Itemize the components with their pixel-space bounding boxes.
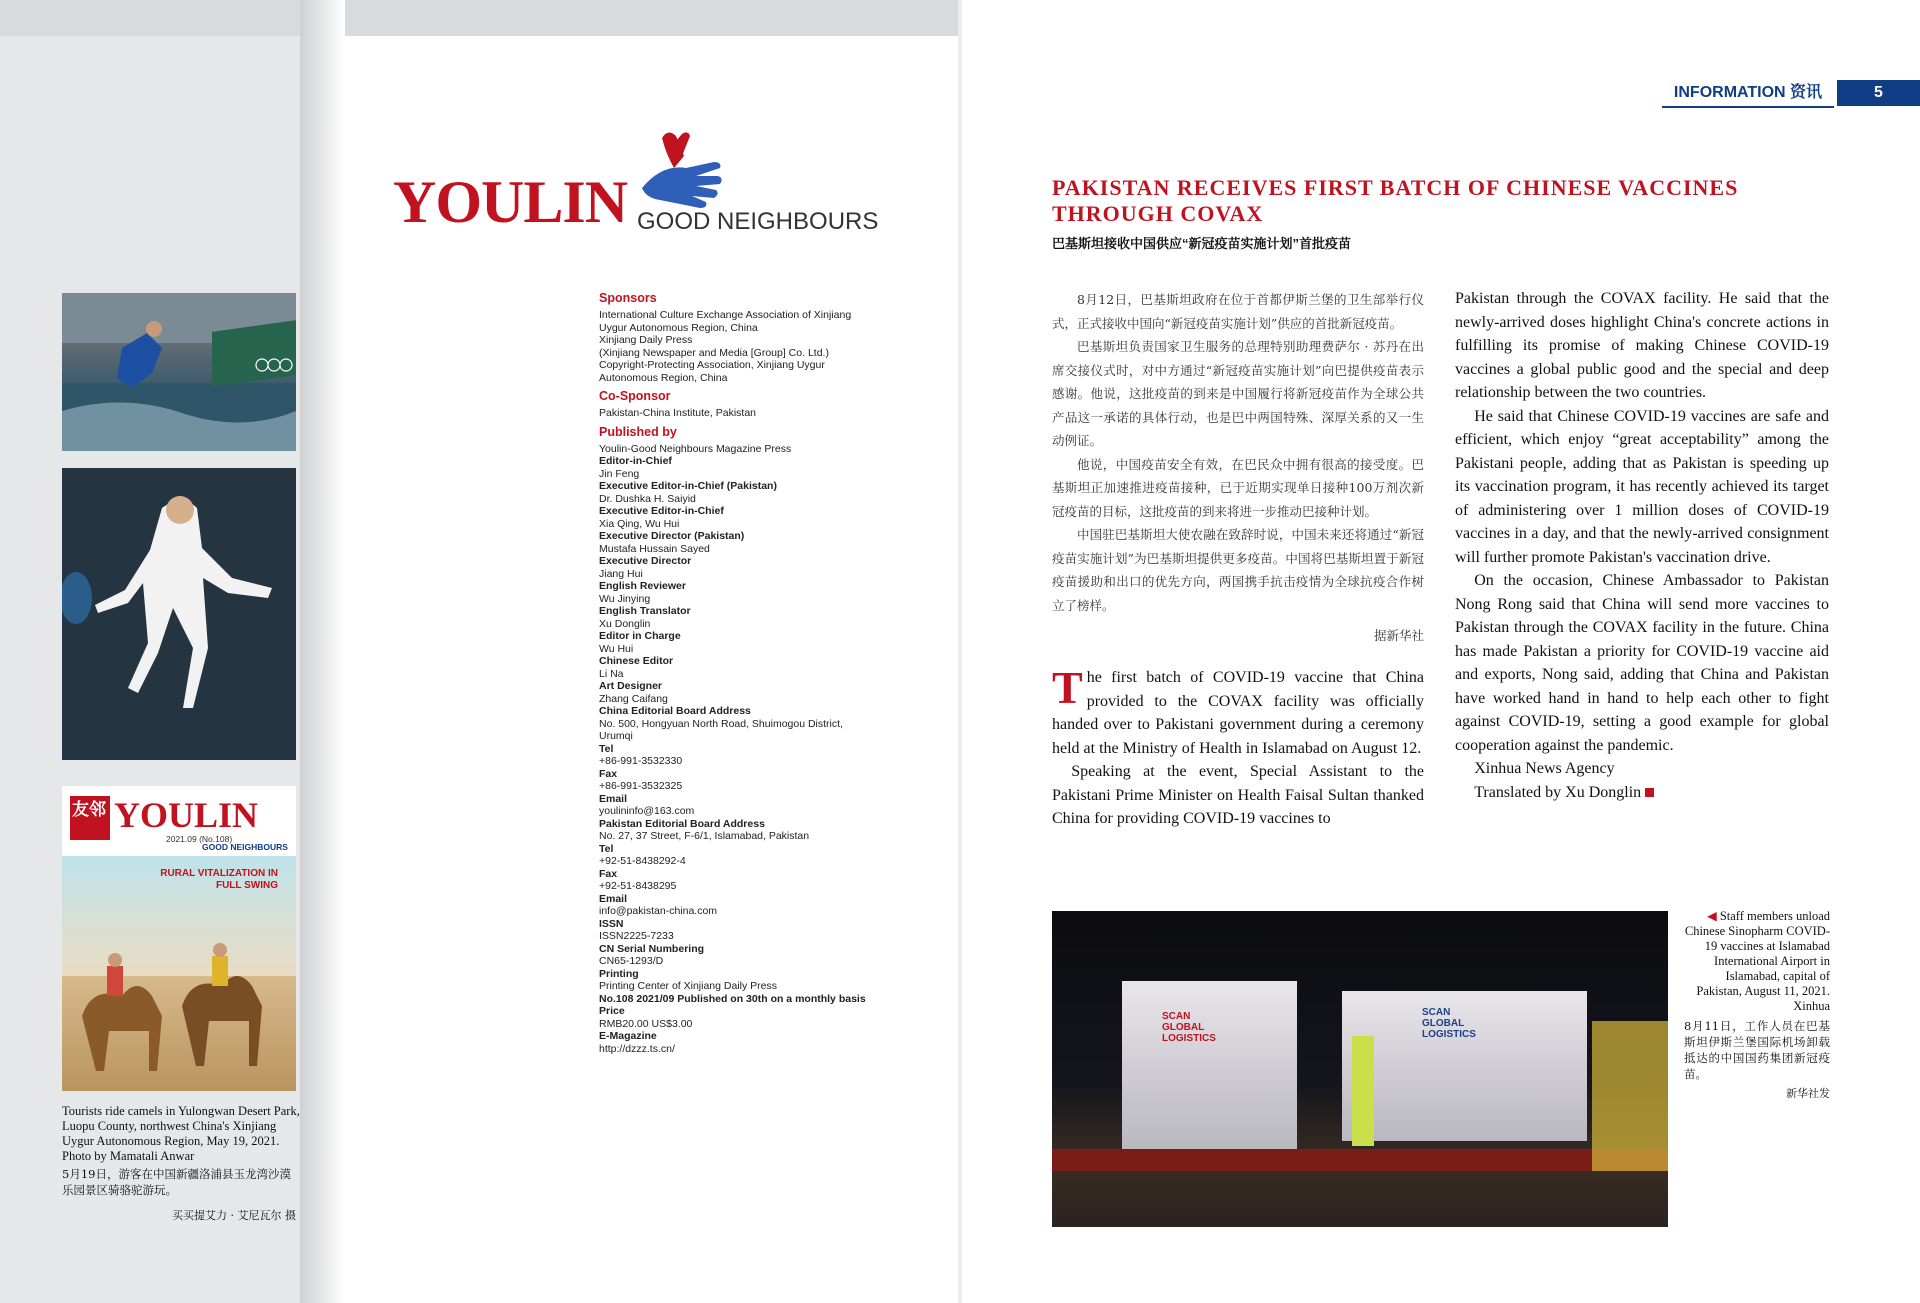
masthead-label-en: Wu Hui: [599, 642, 634, 655]
masthead-label-en: Fax: [599, 767, 618, 780]
zh-paragraph: 8月12日，巴基斯坦政府在位于首都伊斯兰堡的卫生部举行仪式，正式接收中国向“新冠疫苗实施计划”供应的首批新冠疫苗。: [1052, 292, 1424, 331]
masthead-label-en: Pakistan Editorial Board Address: [599, 817, 765, 830]
zh-paragraph: 中国驻巴基斯坦大使农融在致辞时说，中国未来还将通过“新冠疫苗实施计划”为巴基斯坦提供更多疫苗。中国将巴基斯坦置于新冠疫苗援助和出口的优先方向，两国携手抗击疫情为全球抗疫合作树立了榜样。: [1052, 527, 1424, 613]
vaccine-crate-left: [1122, 981, 1297, 1151]
photo-caption: [1684, 909, 1830, 1101]
masthead-label-en: Tel: [599, 742, 614, 755]
article-headline: [1052, 175, 1832, 227]
masthead-label-en: CN65-1293/D: [599, 955, 664, 967]
masthead-label-en: RMB20.00 US$3.00: [599, 1017, 693, 1030]
masthead-label-en: +86-991-3532330: [599, 755, 683, 767]
masthead-label-en: Published by: [599, 424, 677, 439]
article-subhead-zh: 巴基斯坦接收中国供应“新冠疫苗实施计划”首批疫苗: [1052, 236, 1352, 251]
loader-vehicle: [1592, 1021, 1668, 1171]
en-paragraph-1: he first batch of COVID-19 vaccine that China provided to the COVAX facility was officially handed over to Pakistani government during a ceremony held at the Ministry of Health in Islamabad on August 12.: [1052, 669, 1424, 757]
masthead-label-en: Pakistan-China Institute, Pakistan: [599, 407, 756, 419]
cover-brand-cn: 友邻: [72, 800, 106, 819]
photo-caption-zh: 8月11日，工作人员在巴基斯坦伊斯兰堡国际机场卸载抵达的中国国药集团新冠疫苗。: [1684, 1019, 1830, 1081]
masthead-label-en: Tel: [599, 842, 614, 855]
masthead-label-en: Executive Editor-in-Chief: [599, 505, 724, 517]
masthead-label-en: Price: [599, 1005, 625, 1017]
agency-credit: Xinhua News Agency: [1474, 760, 1615, 777]
masthead-label-en-cont: Urumqi: [599, 730, 633, 742]
logo-title: YOULIN: [393, 169, 628, 235]
logo-subtitle: GOOD NEIGHBOURS: [637, 208, 879, 235]
section-label: INFORMATION 资讯: [1662, 80, 1834, 108]
masthead-label-en: No. 500, Hongyuan North Road, Shuimogou District,: [599, 717, 843, 730]
masthead-label-en: China Editorial Board Address: [599, 705, 751, 717]
headline-line-1: PAKISTAN RECEIVES FIRST BATCH OF CHINESE VACCINES: [1052, 175, 1739, 200]
masthead-label-en: E-Magazine: [599, 1030, 657, 1042]
masthead-label-en: +86-991-3532325: [599, 780, 683, 792]
cover-caption-en: Tourists ride camels in Yulongwan Desert Park, Luopu County, northwest China's Xinjiang Uygur Autonomous Region, May 19, 2021. Photo by Mamatali Anwar: [62, 1104, 300, 1163]
page-number: 5: [1837, 80, 1920, 106]
masthead-label-en-cont: (Xinjiang Newspaper and Media [Group] Co. Ltd.): [599, 346, 829, 359]
cover-brand: YOULIN: [114, 795, 259, 835]
cover-subtitle: GOOD NEIGHBOURS: [202, 842, 288, 852]
masthead-label-en: Editor in Charge: [599, 630, 681, 642]
masthead-label-en: Printing: [599, 967, 639, 980]
photo-caption-en-text: Staff members unload Chinese Sinopharm COVID-19 vaccines at Islamabad International Airport in Islamabad, capital of Pakistan, August 11, 2021. Xinhua: [1684, 909, 1830, 1013]
masthead-label-en: Xia Qing, Wu Hui: [599, 517, 680, 530]
masthead-label-en: info@pakistan-china.com: [599, 905, 718, 917]
masthead-label-en: Editor-in-Chief: [599, 455, 672, 467]
masthead-label-en: Xu Donglin: [599, 617, 651, 630]
masthead-label-en: Email: [599, 892, 628, 905]
masthead-label-en: Xinjiang Daily Press: [599, 334, 693, 346]
masthead-label-en: Jin Feng: [599, 467, 640, 480]
masthead-label-en: No. 27, 37 Street, F-6/1, Islamabad, Pakistan: [599, 830, 810, 842]
zh-credit: 据新华社: [1373, 628, 1424, 643]
en-paragraph-2: Speaking at the event, Special Assistant to the Pakistani Prime Minister on Health Faisal Sultan thanked China for providing COVID-19 vaccines to: [1052, 763, 1424, 827]
en-paragraph-3: He said that Chinese COVID-19 vaccines are safe and efficient, which enjoy “great acceptability” among the Pakistani people, adding that as Pakistan is speeding up its vaccination program, it has recently achieved its target of administering over 1 million doses of COVID-19 vaccines in a day, and that the newly-arrived consignment will further promote Pakistan's vaccination drive.: [1455, 407, 1829, 566]
masthead-label-en: No.108 2021/09 Published on 30th on a monthly basis: [599, 992, 866, 1005]
photo-caption-credit: 新华社发: [1786, 1087, 1830, 1100]
masthead-label-en: CN Serial Numbering: [599, 942, 705, 955]
masthead-label-en: Youlin-Good Neighbours Magazine Press: [599, 442, 792, 455]
loader-platform: [1052, 1149, 1668, 1171]
masthead-label-en: ISSN2225-7233: [599, 930, 674, 942]
masthead-label-en: Zhang Caifang: [599, 692, 668, 705]
caption-arrow-icon: ◀: [1707, 909, 1717, 923]
crate-label-right: SCAN GLOBAL LOGISTICS: [1422, 1007, 1476, 1040]
photo-caption-en: [1684, 909, 1830, 1014]
masthead-label-en: English Translator: [599, 605, 691, 617]
masthead-label-en: Sponsors: [599, 291, 657, 305]
en-paragraph-2-cont: Pakistan through the COVAX facility. He said that the newly-arrived doses highlight China's concrete actions in fulfilling its promise of making Chinese COVID-19 vaccines a global public good and the special and deep relationship between the two countries.: [1455, 290, 1829, 401]
masthead-label-en: Jiang Hui: [599, 567, 643, 580]
vaccine-unloading-photo: [1052, 911, 1668, 1227]
section-header: [1662, 80, 1920, 106]
zh-paragraph: 巴基斯坦负责国家卫生服务的总理特别助理费萨尔 · 苏丹在出席交接仪式时，对中方通过“新冠疫苗实施计划”向巴提供疫苗表示感谢。他说，这批疫苗的到来是中国履行将新冠疫苗作为全球公共产品这一承诺的具体行动，也是巴中两国特殊、深厚关系的又一生动例证。: [1052, 339, 1424, 448]
masthead-label-en: Chinese Editor: [599, 655, 674, 667]
dropcap: T: [1052, 662, 1083, 713]
masthead-label-en: English Reviewer: [599, 580, 686, 592]
cover-issue: 2021.09 (No.108): [166, 834, 233, 844]
masthead-label-en-cont: Autonomous Region, China: [599, 371, 728, 384]
masthead-label-en: ISSN: [599, 917, 624, 930]
masthead-label-en: Copyright-Protecting Association, Xinjiang Uygur: [599, 359, 825, 371]
article-body-zh: [1052, 288, 1424, 617]
en-paragraph-4: On the occasion, Chinese Ambassador to Pakistan Nong Rong said that China will send more vaccines to Pakistan through the COVAX facility in the future. China has made Pakistan a priority for COVID-19 vaccine aid and exports, Nong said, adding that China and Pakistan have worked hand in hand to help each other to fight against COVID-19, setting a good example for global cooperation against the pandemic.: [1455, 572, 1829, 754]
masthead-label-en: +92-51-8438292-4: [599, 855, 686, 867]
masthead-label-en: Dr. Dushka H. Saiyid: [599, 492, 696, 505]
masthead-label-en: Printing Center of Xinjiang Daily Press: [599, 980, 777, 992]
translator-credit: Translated by Xu Donglin: [1474, 783, 1642, 801]
masthead-label-en: Executive Director (Pakistan): [599, 530, 745, 542]
crate-label-left: SCAN GLOBAL LOGISTICS: [1162, 1011, 1216, 1044]
masthead-label-en: http://dzzz.ts.cn/: [599, 1042, 675, 1055]
cover-caption-zh: 5月19日，游客在中国新疆洛浦县玉龙湾沙漠乐园景区骑骆驼游玩。: [62, 1167, 291, 1197]
masthead-label-en: Wu Jinying: [599, 592, 651, 605]
masthead-label-en: Email: [599, 792, 628, 805]
masthead-label-en: Executive Editor-in-Chief (Pakistan): [599, 480, 777, 492]
zh-paragraph: 他说，中国疫苗安全有效，在巴民众中拥有很高的接受度。巴基斯坦正加速推进疫苗接种，已于近期实现单日接种100万剂次新冠疫苗的目标，这批疫苗的到来将进一步推动巴接种计划。: [1052, 456, 1424, 519]
masthead-label-en: Mustafa Hussain Sayed: [599, 542, 710, 555]
article-body-en-col2: [1455, 287, 1829, 804]
masthead-label-en: Co-Sponsor: [599, 389, 671, 403]
worker-figure: [1352, 1036, 1374, 1146]
masthead-label-en: Art Designer: [599, 680, 663, 692]
masthead-label-en: Executive Director: [599, 555, 692, 567]
cover-headline: RURAL VITALIZATION IN FULL SWING: [160, 868, 278, 891]
masthead-label-en: youlininfo@163.com: [599, 805, 695, 817]
cover-caption-credit: 买买提艾力 · 艾尼瓦尔 摄: [172, 1209, 296, 1222]
headline-line-2: THROUGH COVAX: [1052, 201, 1264, 226]
end-mark-icon: [1645, 788, 1654, 797]
article-body-en-col1: [1052, 662, 1424, 831]
masthead-label-en: Li Na: [599, 667, 624, 680]
masthead-label-en: Fax: [599, 867, 618, 880]
masthead-label-en-cont: Uygur Autonomous Region, China: [599, 321, 758, 334]
masthead-label-en: +92-51-8438295: [599, 880, 677, 892]
masthead-label-en: International Culture Exchange Association of Xinjiang: [599, 309, 852, 321]
